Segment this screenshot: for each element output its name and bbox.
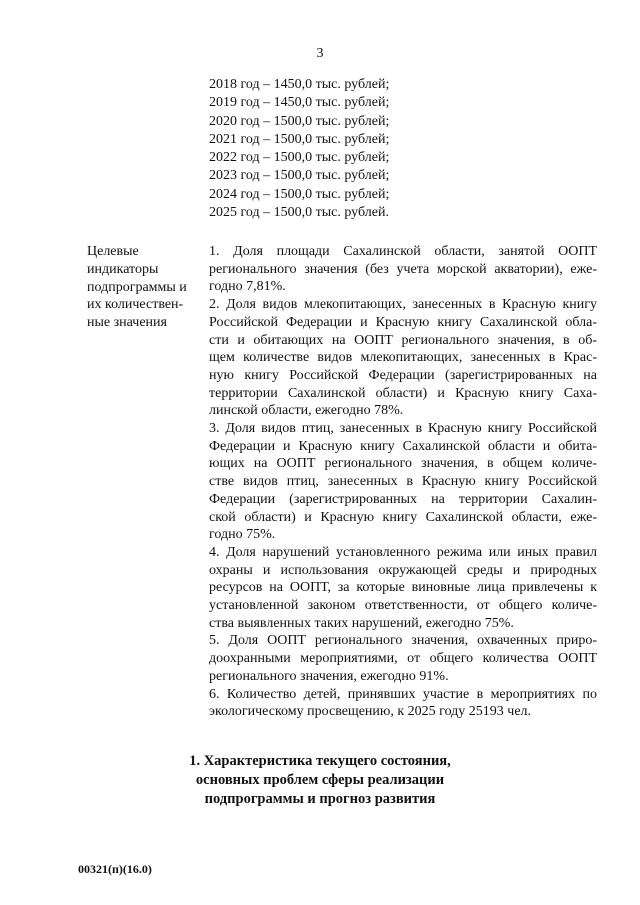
indicator-line: ющих на ООПТ регионального значения, в общем количе- [209, 456, 597, 472]
indicator-line: 2. Доля видов млекопитающих, занесенных в Красную книгу [209, 297, 597, 313]
indicator-line: территории Сахалинской области) и Красную книгу Саха- [209, 385, 597, 401]
funding-by-year-list [209, 76, 389, 222]
indicator-line: 1. Доля площади Сахалинской области, занятой ООПТ [209, 244, 597, 259]
indicator-line: 4. Доля нарушений установленного режима или иных правил [209, 544, 597, 560]
indicators-label-line: их количествен- [87, 297, 184, 313]
indicator-line: 3. Доля видов птиц, занесенных в Красную книгу Российской [209, 421, 597, 437]
indicators-label-line: индикаторы [87, 261, 159, 277]
indicator-line: ную книгу Российской Федерации (зарегистрированных на [209, 367, 597, 383]
indicator-line: регионального значения, ежегодно 91%. [209, 668, 449, 684]
indicator-line: ресурсов на ООПТ, за которые виновные лица привлечены к [209, 580, 597, 596]
indicator-line: 5. Доля ООПТ регионального значения, охваченных приро- [209, 633, 597, 649]
indicator-line: сти и обитающих на ООПТ регионального значения, в об- [209, 332, 597, 348]
indicators-label-line: Целевые [87, 244, 139, 259]
indicator-line: Федерации и Красную книгу Сахалинской области и обита- [209, 438, 597, 454]
indicator-line: линской области, ежегодно 78%. [209, 403, 404, 419]
funding-line: 2023 год – 1500,0 тыс. рублей; [209, 168, 390, 184]
indicator-line: Российской Федерации и Красную книгу Сахалинской обла- [209, 314, 597, 330]
funding-line: 2020 год – 1500,0 тыс. рублей; [209, 113, 390, 129]
indicator-line: охраны и использования окружающей среды и природных [209, 562, 597, 578]
funding-line: 2022 год – 1500,0 тыс. рублей; [209, 150, 390, 166]
funding-line: 2021 год – 1500,0 тыс. рублей; [209, 131, 390, 147]
page-number: 3 [316, 46, 324, 61]
indicator-line: Федерации (зарегистрированных на территории Сахалин- [209, 491, 597, 507]
indicator-line: годно 7,81%. [209, 279, 286, 295]
funding-line: 2018 год – 1450,0 тыс. рублей; [209, 77, 390, 92]
funding-line: 2025 год – 1500,0 тыс. рублей. [209, 205, 389, 221]
document-code: 00321(п)(16.0) [78, 862, 152, 876]
indicators-text [209, 243, 597, 721]
indicator-line: 6. Количество детей, принявших участие в мероприятиях по [209, 686, 597, 702]
indicators-label-line: ные значения [87, 315, 167, 331]
section-heading-line: 1. Характеристика текущего состояния, [189, 753, 451, 769]
funding-line: 2019 год – 1450,0 тыс. рублей; [209, 95, 390, 111]
indicator-line: щем количестве видов млекопитающих, занесенных в Крас- [209, 350, 597, 366]
section-heading-line: подпрограммы и прогноз развития [204, 791, 436, 807]
indicator-line: установленной законом ответственности, от общего количе- [209, 598, 597, 614]
indicators-label-line: подпрограммы и [87, 279, 187, 295]
indicator-line: годно 75%. [209, 527, 276, 543]
section-heading [0, 752, 640, 809]
section-heading-line: основных проблем сферы реализации [195, 772, 445, 788]
indicator-line: стве видов птиц, занесенных в Красную книгу Российской [209, 474, 597, 490]
indicator-line: регионального значения (без учета морской акватории), еже- [209, 261, 597, 277]
indicator-line: ства выявленных таких нарушений, ежегодно 75%. [209, 615, 514, 631]
indicators-label [87, 243, 205, 332]
indicator-line: ской области) и Красную книгу Сахалинской области, еже- [209, 509, 597, 525]
funding-line: 2024 год – 1500,0 тыс. рублей; [209, 186, 390, 202]
indicator-line: экологическому просвещению, к 2025 году 25193 чел. [209, 704, 532, 720]
indicator-line: доохранными мероприятиями, от общего количества ООПТ [209, 651, 597, 667]
